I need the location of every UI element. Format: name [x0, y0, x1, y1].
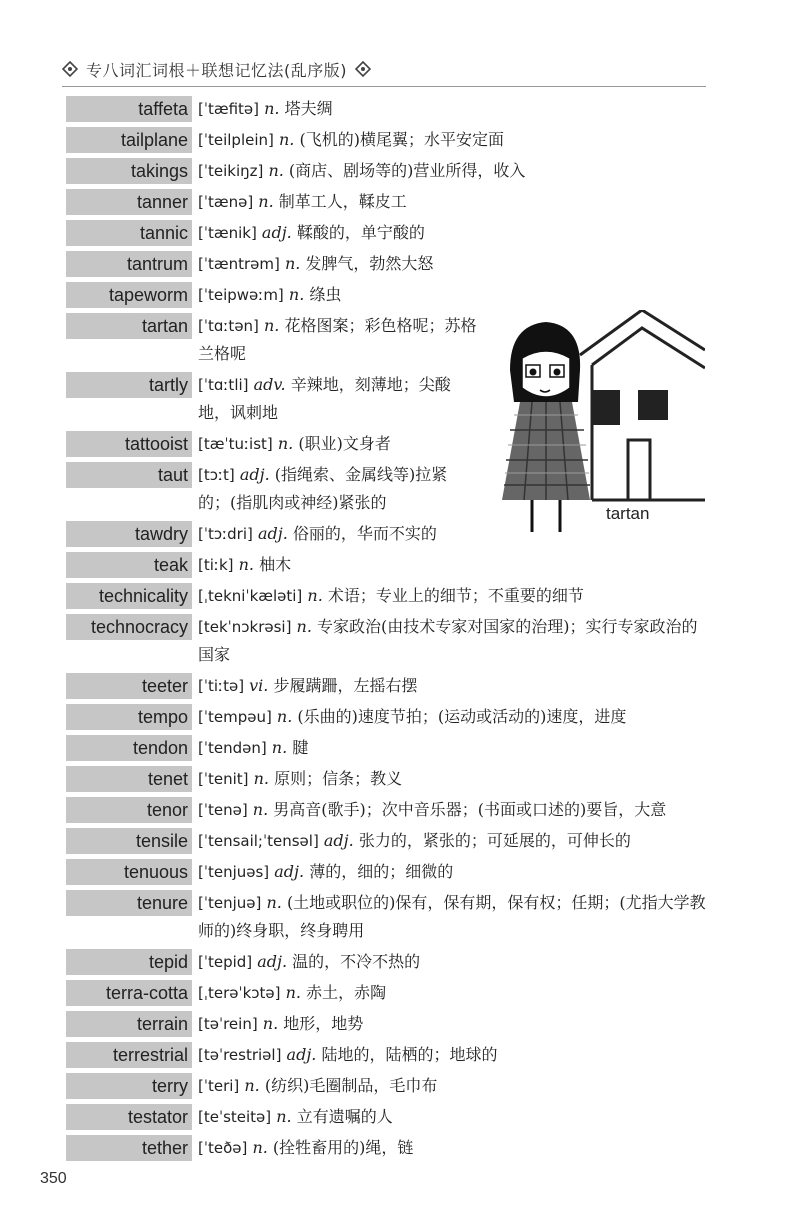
entry-row — [66, 1135, 706, 1162]
diamond-ornament-icon — [355, 61, 371, 77]
part-of-speech: n. — [252, 800, 269, 819]
pronunciation: [ˈtenit] — [198, 770, 249, 788]
pronunciation: [ˈtenə] — [198, 801, 248, 819]
definition — [192, 312, 478, 368]
entry-row — [66, 282, 706, 309]
headword: tensile — [66, 828, 192, 854]
part-of-speech: n. — [268, 161, 284, 180]
headword: tenure — [66, 890, 192, 916]
meaning: (职业)文身者 — [298, 434, 391, 453]
entry-row — [66, 583, 706, 610]
meaning: (拴牲畜用的)绳，链 — [272, 1138, 414, 1157]
meaning: 柚木 — [259, 555, 292, 574]
headword: tartly — [66, 372, 192, 398]
entry-row — [66, 766, 706, 793]
definition — [192, 95, 706, 123]
headword: tepid — [66, 949, 192, 975]
entry-row — [66, 1011, 706, 1038]
pronunciation: [ˈtɑːtən] — [198, 317, 259, 335]
definition — [192, 948, 706, 976]
pronunciation: [ˈtendən] — [198, 739, 267, 757]
entry-list — [66, 96, 706, 1166]
pronunciation: [ˈteikiŋz] — [198, 162, 264, 180]
part-of-speech: adv. — [253, 375, 286, 394]
headword: tailplane — [66, 127, 192, 153]
entry-row — [66, 735, 706, 762]
entry-row — [66, 704, 706, 731]
headword: tannic — [66, 220, 192, 246]
part-of-speech: n. — [278, 130, 295, 149]
headword: tawdry — [66, 521, 192, 547]
part-of-speech: adj. — [257, 524, 288, 543]
headword: tendon — [66, 735, 192, 761]
meaning: 绦虫 — [309, 285, 342, 304]
part-of-speech: n. — [284, 254, 301, 273]
part-of-speech: adj. — [274, 862, 305, 881]
definition — [192, 188, 706, 216]
part-of-speech: n. — [271, 738, 288, 757]
part-of-speech: n. — [296, 617, 312, 636]
headword: technicality — [66, 583, 192, 609]
meaning: 薄的，细的；细微的 — [309, 862, 454, 881]
meaning: 俗丽的，华而不实的 — [292, 524, 437, 543]
part-of-speech: n. — [262, 1014, 279, 1033]
definition — [192, 1072, 706, 1100]
entry-row — [66, 1073, 706, 1100]
headword: tantrum — [66, 251, 192, 277]
headword: tenor — [66, 797, 192, 823]
pronunciation: [ˈtenjuə] — [198, 894, 262, 912]
meaning: 专家政治(由技术专家对国家的治理)；实行专家政治的国家 — [198, 617, 698, 664]
entry-row — [66, 828, 706, 855]
pronunciation: [teˈsteitə] — [198, 1108, 272, 1126]
headword: terra-cotta — [66, 980, 192, 1006]
definition — [192, 1010, 706, 1038]
part-of-speech: n. — [264, 99, 280, 118]
part-of-speech: n. — [277, 434, 294, 453]
entry-row — [66, 980, 706, 1007]
pronunciation: [ˈteilplein] — [198, 131, 274, 149]
definition — [192, 613, 706, 669]
definition — [192, 250, 706, 278]
pronunciation: [ˈtænik] — [198, 224, 257, 242]
entry-row — [66, 189, 706, 216]
headword: teeter — [66, 673, 192, 699]
pronunciation: [ˈtepid] — [198, 953, 253, 971]
entry-row — [66, 614, 706, 669]
definition — [192, 889, 706, 945]
entry-row — [66, 251, 706, 278]
pronunciation: [tæˈtuːist] — [198, 435, 273, 453]
pronunciation: [ˈtensail;ˈtensəl] — [198, 832, 319, 850]
headword: takings — [66, 158, 192, 184]
meaning: 辛辣地，刻薄地；尖酸地，讽刺地 — [198, 375, 451, 422]
part-of-speech: adj. — [239, 465, 270, 484]
pronunciation: [tɔːt] — [198, 466, 235, 484]
headword: terry — [66, 1073, 192, 1099]
definition — [192, 827, 706, 855]
entry-row — [66, 859, 706, 886]
entry-row — [66, 96, 706, 123]
part-of-speech: adj. — [257, 952, 288, 971]
part-of-speech: n. — [307, 586, 323, 605]
definition — [192, 219, 706, 247]
definition — [192, 1103, 706, 1131]
pronunciation: [ˈtɔːdri] — [198, 525, 253, 543]
headword: terrestrial — [66, 1042, 192, 1068]
pronunciation: [ˈtɑːtli] — [198, 376, 249, 394]
meaning: 陆地的，陆栖的；地球的 — [321, 1045, 498, 1064]
meaning: 腱 — [292, 738, 309, 757]
meaning: 赤土，赤陶 — [306, 983, 387, 1002]
part-of-speech: vi. — [249, 676, 269, 695]
headword: terrain — [66, 1011, 192, 1037]
pronunciation: [ˌtekniˈkæləti] — [198, 587, 303, 605]
running-header — [62, 56, 371, 82]
part-of-speech: n. — [285, 983, 301, 1002]
pronunciation: [ˈtæntrəm] — [198, 255, 280, 273]
headword: tether — [66, 1135, 192, 1161]
headword: tanner — [66, 189, 192, 215]
pronunciation: [təˈrestriəl] — [198, 1046, 282, 1064]
meaning: (乐曲的)速度节拍；(运动或活动的)速度，进度 — [297, 707, 627, 726]
definition — [192, 1041, 706, 1069]
headword: tapeworm — [66, 282, 192, 308]
meaning: 发脾气，勃然大怒 — [305, 254, 434, 273]
pronunciation: [ˈteðə] — [198, 1139, 248, 1157]
entry-row — [66, 1042, 706, 1069]
pronunciation: [ˈtiːtə] — [198, 677, 245, 695]
part-of-speech: n. — [276, 1107, 292, 1126]
entry-row — [66, 158, 706, 185]
definition — [192, 461, 478, 517]
meaning: 男高音(歌手)；次中音乐器；(书面或口述的)要旨，大意 — [273, 800, 667, 819]
definition — [192, 765, 706, 793]
header-title: 专八词汇词根＋联想记忆法(乱序版) — [86, 60, 347, 80]
definition — [192, 582, 706, 610]
pronunciation: [ˈtæfitə] — [198, 100, 259, 118]
meaning: 原则；信条；教义 — [274, 769, 403, 788]
meaning: (飞机的)横尾翼；水平安定面 — [299, 130, 504, 149]
pronunciation: [təˈrein] — [198, 1015, 258, 1033]
headword: technocracy — [66, 614, 192, 640]
definition — [192, 520, 478, 548]
entry-row — [66, 127, 706, 154]
headword: tenuous — [66, 859, 192, 885]
meaning: 温的，不冷不热的 — [292, 952, 421, 971]
definition — [192, 979, 706, 1007]
entry-row — [66, 220, 706, 247]
headword: tempo — [66, 704, 192, 730]
pronunciation: [tekˈnɔkrəsi] — [198, 618, 292, 636]
part-of-speech: n. — [253, 769, 269, 788]
meaning: 地形，地势 — [283, 1014, 364, 1033]
headword: taffeta — [66, 96, 192, 122]
pronunciation: [ˈteri] — [198, 1077, 240, 1095]
definition — [192, 371, 478, 427]
headword: tenet — [66, 766, 192, 792]
definition — [192, 551, 706, 579]
definition — [192, 430, 478, 458]
part-of-speech: n. — [252, 1138, 268, 1157]
part-of-speech: adj. — [286, 1045, 317, 1064]
definition — [192, 126, 706, 154]
definition — [192, 157, 706, 185]
meaning: 立有遗嘱的人 — [296, 1107, 393, 1126]
pronunciation: [ˈteipwəːm] — [198, 286, 284, 304]
meaning: (土地或职位的)保有，保有期，保有权；任期；(尤指大学教师的)终身职，终身聘用 — [198, 893, 706, 940]
definition — [192, 703, 706, 731]
headword: tattooist — [66, 431, 192, 457]
entry-row — [66, 890, 706, 945]
definition — [192, 858, 706, 886]
pronunciation: [ˈtænə] — [198, 193, 254, 211]
part-of-speech: n. — [276, 707, 293, 726]
meaning: 塔夫绸 — [284, 99, 333, 118]
part-of-speech: n. — [258, 192, 274, 211]
meaning: 花格图案；彩色格呢；苏格兰格呢 — [198, 316, 477, 363]
diamond-ornament-icon — [62, 61, 78, 77]
part-of-speech: n. — [238, 555, 254, 574]
definition — [192, 734, 706, 762]
definition — [192, 672, 706, 700]
meaning: (指绳索、金属线等)拉紧的；(指肌肉或神经)紧张的 — [198, 465, 448, 512]
entry-row — [66, 949, 706, 976]
pronunciation: [ˌterəˈkɔtə] — [198, 984, 281, 1002]
headword: taut — [66, 462, 192, 488]
part-of-speech: n. — [244, 1076, 260, 1095]
part-of-speech: adj. — [323, 831, 354, 850]
part-of-speech: adj. — [261, 223, 292, 242]
girl-and-house-illustration — [480, 310, 705, 535]
meaning: 鞣酸的，单宁酸的 — [296, 223, 425, 242]
meaning: 制革工人，鞣皮工 — [278, 192, 407, 211]
meaning: 步履蹒跚，左摇右摆 — [273, 676, 418, 695]
definition — [192, 1134, 706, 1162]
headword: teak — [66, 552, 192, 578]
entry-row — [66, 673, 706, 700]
pronunciation: [ˈtempəu] — [198, 708, 272, 726]
page-number: 350 — [40, 1170, 67, 1187]
entry-row — [66, 1104, 706, 1131]
pronunciation: [tiːk] — [198, 556, 234, 574]
meaning: (纺织)毛圈制品，毛巾布 — [264, 1076, 438, 1095]
pronunciation: [ˈtenjuəs] — [198, 863, 270, 881]
illustration-caption: tartan — [606, 504, 650, 523]
headword: testator — [66, 1104, 192, 1130]
meaning: 术语；专业上的细节；不重要的细节 — [327, 586, 584, 605]
meaning: (商店、剧场等的)营业所得，收入 — [288, 161, 526, 180]
definition — [192, 281, 706, 309]
definition — [192, 796, 706, 824]
header-rule — [62, 86, 706, 87]
part-of-speech: n. — [288, 285, 305, 304]
headword: tartan — [66, 313, 192, 339]
entry-row — [66, 797, 706, 824]
part-of-speech: n. — [264, 316, 280, 335]
entry-row — [66, 552, 706, 579]
meaning: 张力的，紧张的；可延展的，可伸长的 — [358, 831, 631, 850]
part-of-speech: n. — [266, 893, 282, 912]
